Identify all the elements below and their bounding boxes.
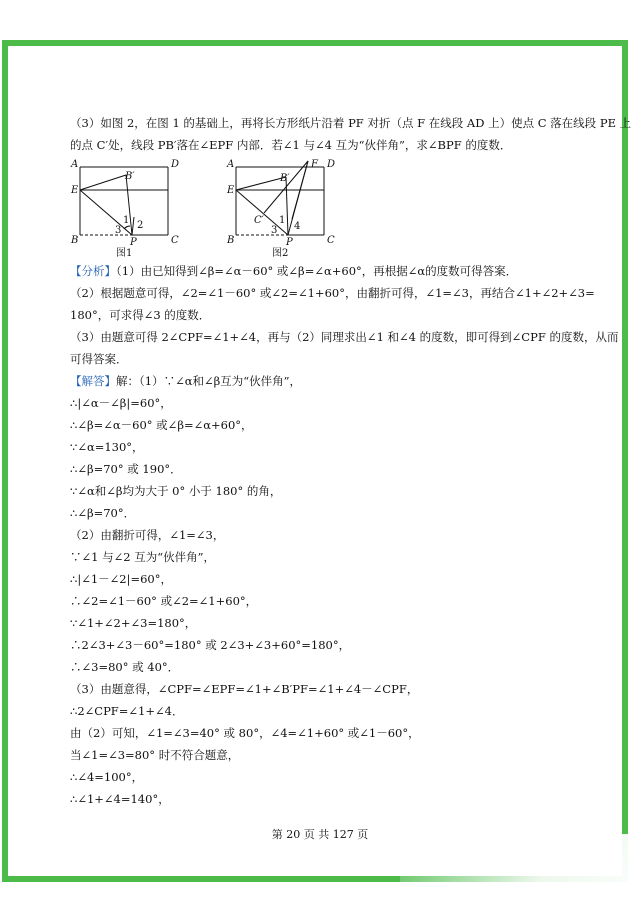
solution-line: ∴∠β=∠α－60° 或∠β=∠α+60°，: [70, 418, 253, 432]
figure-1-labels: [70, 159, 179, 259]
fig2-label-1: 1: [279, 215, 286, 226]
fig1-angle-arc: [124, 226, 130, 229]
page-footer: 第 20 页 共 127 页: [271, 828, 369, 841]
solution-line: （3）由题意得，∠CPF=∠EPF=∠1+∠B′PF=∠1+∠4－∠CPF，: [70, 682, 419, 696]
fig1-label-a: A: [71, 159, 79, 170]
fig2-eb1: [236, 177, 286, 190]
solution-steps: [70, 392, 585, 810]
solution-line: ∴∠2=∠1－60° 或∠2=∠1+60°，: [70, 594, 258, 608]
solution-line: ∴∠β=70° 或 190°．: [70, 462, 182, 476]
solution-line: ∴|∠1－∠2|=60°，: [70, 572, 172, 586]
fig1-label-d: D: [171, 159, 180, 170]
analysis-tag: 【分析】: [70, 264, 116, 278]
analysis-text-1: （1）由已知得到∠β=∠α－60° 或∠β=∠α+60°，再根据∠α的度数可得答案．: [116, 264, 518, 278]
fig2-label-a: A: [227, 159, 235, 170]
solution-head: [70, 370, 585, 392]
solution-line: 当∠1=∠3=80° 时不符合题意，: [70, 748, 240, 762]
solution-line: ∴∠β=70°．: [70, 506, 136, 520]
fig2-label-d: D: [327, 159, 336, 170]
solution-line: ∴2∠CPF=∠1+∠4．: [70, 704, 184, 718]
fig1-label-e: E: [71, 185, 79, 196]
question-3-line-2: 的点 C′处，线段 PB′落在∠EPF 内部．若∠1 与∠4 互为“伙伴角”，求∠BPF 的度数．: [70, 138, 512, 152]
solution-head-text: 解：（1）∵∠α和∠β互为“伙伴角”，: [116, 374, 302, 388]
solution-line: ∴|∠α－∠β|=60°，: [70, 396, 172, 410]
figures-area: [68, 157, 368, 259]
fig1-label-c: C: [171, 235, 179, 246]
fig1-label-p: P: [130, 237, 137, 248]
solution-line: ∴∠4=100°，: [70, 770, 144, 784]
analysis-line-3: 180°，可求得∠3 的度数．: [70, 308, 211, 322]
solution-line: ∴∠3=80° 或 40°．: [70, 660, 180, 674]
fig2-label-b-prime: B′: [280, 173, 290, 184]
analysis-line-2: （2）根据题意可得，∠2=∠1－60° 或∠2=∠1+60°，由翻折可得，∠1=∠3，再结合∠1+∠2+∠3=: [70, 286, 595, 300]
fig2-label-c-prime: C′: [254, 215, 264, 226]
solution-line: ∵∠α=130°，: [70, 440, 144, 454]
fig2-label-p: P: [286, 237, 293, 248]
solution-line: （2）由翻折可得，∠1=∠3，: [70, 528, 225, 542]
question-3-line-1: （3）如图 2，在图 1 的基础上，再将长方形纸片沿着 PF 对折（点 F 在线段 AD 上）使点 C 落在线段 PE 上: [70, 116, 632, 130]
fig1-label-1: 1: [123, 215, 130, 226]
fig1-label-b-prime: B′: [125, 171, 135, 182]
solution-line: ∵∠α和∠β均为大于 0° 小于 180° 的角，: [70, 484, 282, 498]
solution-line: ∵∠1+∠2+∠3=180°，: [70, 616, 197, 630]
fig1-label-2: 2: [137, 220, 144, 231]
fig1-label-b: B: [71, 235, 79, 246]
fig1-label-3: 3: [115, 225, 122, 236]
solution-line: ∵∠1 与∠2 互为“伙伴角”，: [70, 550, 215, 564]
fig2-label-3: 3: [271, 225, 278, 236]
figure-2-labels: [226, 159, 335, 259]
analysis-line-5: 可得答案．: [70, 352, 128, 366]
fig2-label-b: B: [227, 235, 235, 246]
fig2-label-f: F: [311, 159, 318, 170]
fig1-caption: 图1: [116, 248, 133, 259]
corner-fade: [400, 834, 640, 904]
analysis-line-4: （3）由题意可得 2∠CPF=∠1+∠4，再与（2）同理求出∠1 和∠4 的度数，即可得到∠CPF 的度数，从而: [70, 330, 619, 344]
fig2-label-e: E: [227, 185, 235, 196]
solution-line: ∴∠1+∠4=140°，: [70, 792, 170, 806]
fig1-pc1: [132, 217, 134, 235]
solution-line: ∴2∠3+∠3－60°=180° 或 2∠3+∠3+60°=180°，: [70, 638, 351, 652]
fig2-fold-ep: [236, 190, 288, 235]
geometry-figures: [68, 157, 368, 259]
solution-tag: 【解答】: [70, 374, 116, 388]
fig2-caption: 图2: [272, 248, 289, 259]
fig2-label-4: 4: [294, 221, 301, 232]
fig1-eb1: [80, 175, 126, 190]
solution-line: 由（2）可知，∠1=∠3=40° 或 80°，∠4=∠1+60° 或∠1－60°，: [70, 726, 420, 740]
analysis-line-1: [70, 260, 585, 282]
fig2-label-c: C: [327, 235, 335, 246]
